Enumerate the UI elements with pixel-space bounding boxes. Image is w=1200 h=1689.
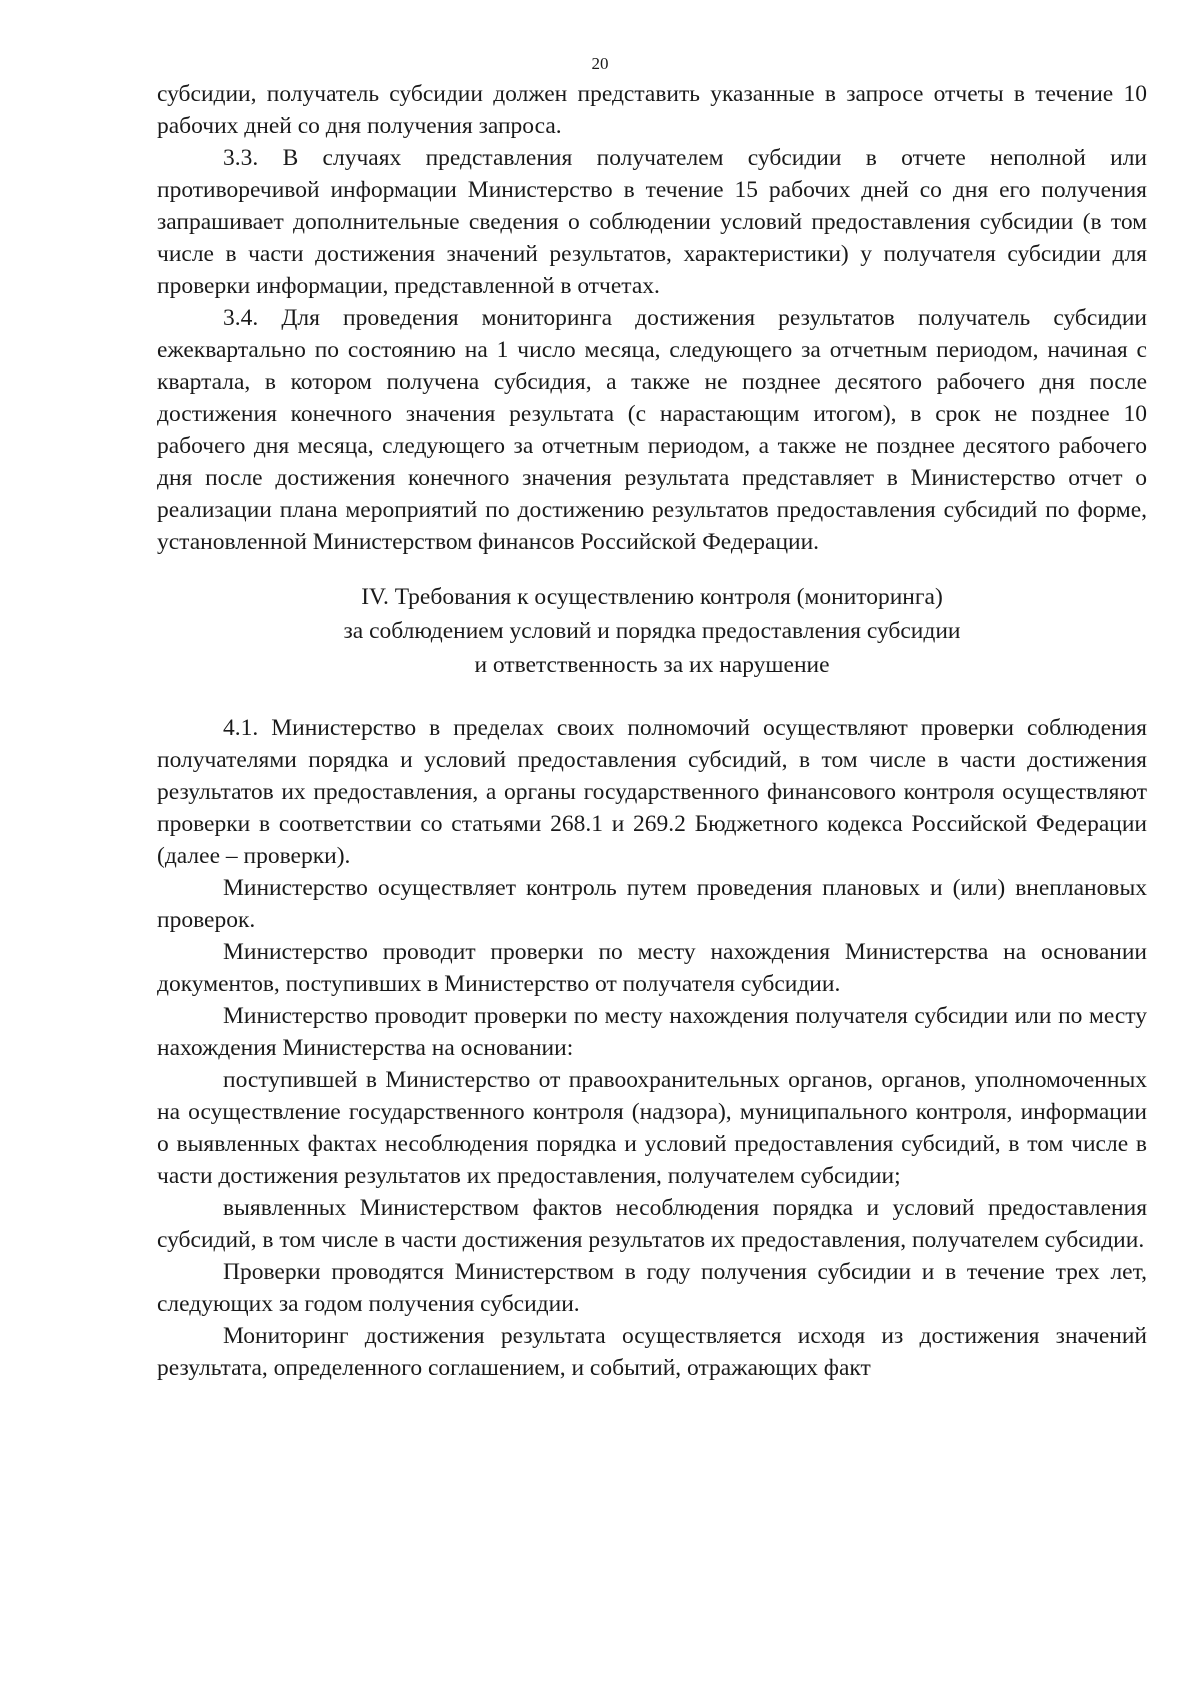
paragraph-3-3: 3.3. В случаях представления получателем субсидии в отчете неполной или противоречивой информации Министерство в течение 15 рабочих дней со дня его получения запрашивает дополнительные сведения о соблюдении условий предоставления субсидии (в том числе в части достижения значений результатов, характеристики) у получателя субсидии для проверки информации, представленной в отчетах. [157, 145, 1147, 299]
paragraph-3-4: 3.4. Для проведения мониторинга достижения результатов получатель субсидии ежеквартально по состоянию на 1 число месяца, следующего за отчетным периодом, начиная с квартала, в котором получена субсидия, а также не позднее десятого рабочего дня после достижения конечного значения результата (с нарастающим итогом), в срок не позднее 10 рабочего дня месяца, следующего за отчетным периодом, а также не позднее десятого рабочего дня после достижения конечного значения результата представляет в Министерство отчет о реализации плана мероприятий по достижению результатов предоставления субсидий по форме, установленной Министерством финансов Российской Федерации. [157, 305, 1147, 555]
page-number: 20 [591, 54, 609, 73]
paragraph-4-1: 4.1. Министерство в пределах своих полномочий осуществляют проверки соблюдения получателями порядка и условий предоставления субсидий, в том числе в части достижения результатов их предоставления, а органы государственного финансового контроля осуществляют проверки в соответствии со статьями 268.1 и 269.2 Бюджетного кодекса Российской Федерации (далее – проверки). [157, 715, 1147, 869]
section-heading-line-1: IV. Требования к осуществлению контроля (мониторинга) [361, 584, 943, 610]
paragraph-basis-law-enforcement: поступившей в Министерство от правоохранительных органов, органов, уполномоченных на осуществление государственного контроля (надзора), муниципального контроля, информации о выявленных фактах несоблюдения порядка и условий предоставления субсидий, в том числе в части достижения результатов их предоставления, получателем субсидии; [157, 1067, 1147, 1189]
document-body [157, 78, 1147, 1384]
paragraph-control-method: Министерство осуществляет контроль путем проведения плановых и (или) внеплановых проверок. [157, 875, 1147, 933]
paragraph-continuation: субсидии, получатель субсидии должен представить указанные в запросе отчеты в течение 10 рабочих дней со дня получения запроса. [157, 81, 1147, 139]
paragraph-check-period: Проверки проводятся Министерством в году получения субсидии и в течение трех лет, следующих за годом получения субсидии. [157, 1259, 1147, 1317]
paragraph-monitoring: Мониторинг достижения результата осуществляется исходя из достижения значений результата, определенного соглашением, и событий, отражающих факт [157, 1323, 1147, 1381]
section-heading-line-3: и ответственность за их нарушение [474, 652, 830, 678]
paragraph-basis-ministry-findings: выявленных Министерством фактов несоблюдения порядка и условий предоставления субсидий, в том числе в части достижения результатов их предоставления, получателем субсидии. [157, 1195, 1147, 1253]
paragraph-desk-checks: Министерство проводит проверки по месту нахождения Министерства на основании документов, поступивших в Министерство от получателя субсидии. [157, 939, 1147, 997]
section-heading-line-2: за соблюдением условий и порядка предоставления субсидии [343, 618, 961, 644]
section-heading [157, 580, 1147, 682]
paragraph-onsite-checks: Министерство проводит проверки по месту нахождения получателя субсидии или по месту нахождения Министерства на основании: [157, 1003, 1147, 1061]
